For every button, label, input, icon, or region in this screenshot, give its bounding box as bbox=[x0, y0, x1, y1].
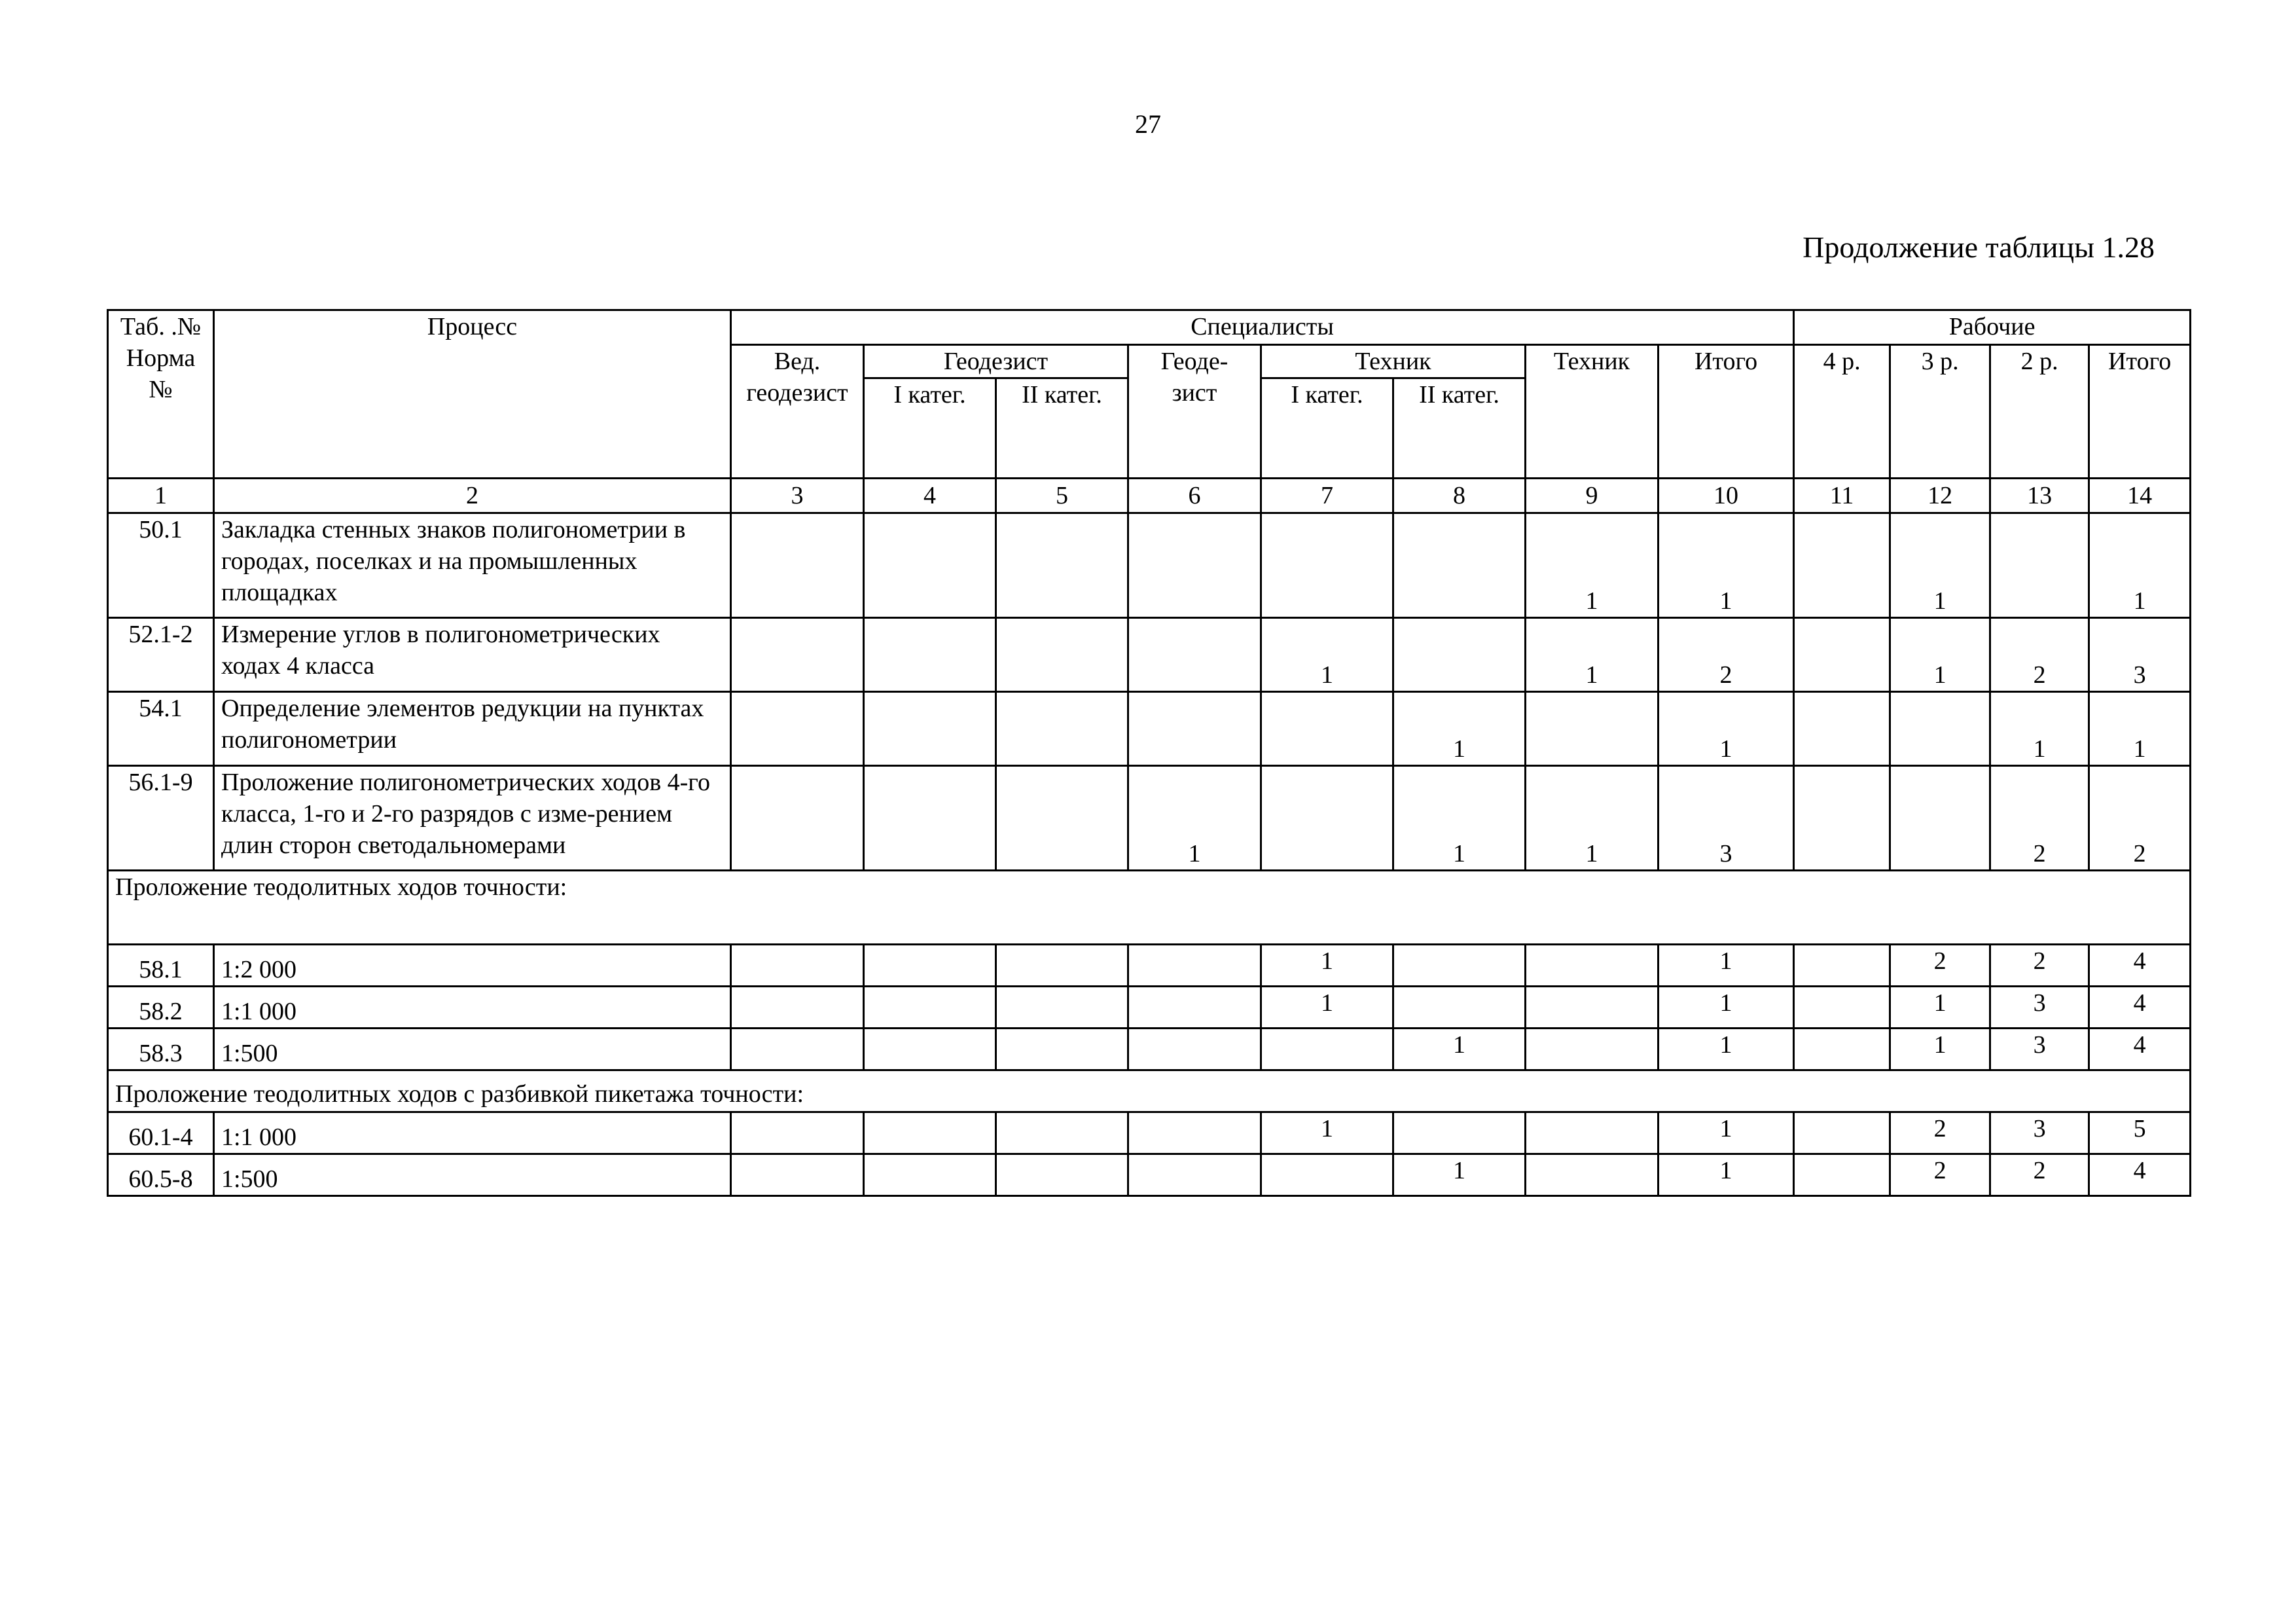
header-workers: Рабочие bbox=[1794, 310, 2191, 345]
cell-value bbox=[996, 618, 1128, 692]
column-number: 14 bbox=[2089, 479, 2191, 513]
table-row bbox=[108, 987, 2191, 1029]
cell-value: 2 bbox=[1990, 766, 2089, 871]
table-row bbox=[108, 1029, 2191, 1070]
cell-value: 4 bbox=[2089, 1029, 2191, 1070]
cell-value: 1 bbox=[1393, 692, 1526, 766]
cell-value: 2 bbox=[1990, 1154, 2089, 1196]
cell-value bbox=[731, 513, 864, 618]
scale-value: 1:1 000 bbox=[214, 1112, 731, 1154]
table-row bbox=[108, 692, 2191, 766]
cell-value: 1 bbox=[1393, 1154, 1526, 1196]
cell-value: 5 bbox=[2089, 1112, 2191, 1154]
section-title: Проложение теодолитных ходов точности: bbox=[115, 873, 567, 901]
cell-value bbox=[1794, 513, 1890, 618]
column-number: 10 bbox=[1659, 479, 1794, 513]
cell-value: 1 bbox=[1261, 1112, 1393, 1154]
table-row bbox=[108, 1112, 2191, 1154]
cell-value: 1 bbox=[1261, 945, 1393, 987]
header-total-specialists: Итого bbox=[1659, 345, 1794, 479]
cell-value bbox=[996, 945, 1128, 987]
cell-value: 1 bbox=[1890, 1029, 1990, 1070]
column-number: 9 bbox=[1526, 479, 1659, 513]
column-number: 3 bbox=[731, 479, 864, 513]
cell-value: 2 bbox=[1990, 618, 2089, 692]
cell-value bbox=[1794, 692, 1890, 766]
table-row bbox=[108, 945, 2191, 987]
norm-code: 54.1 bbox=[108, 692, 214, 766]
cell-value: 1 bbox=[1890, 618, 1990, 692]
norm-code: 58.1 bbox=[108, 945, 214, 987]
norms-table bbox=[107, 309, 2191, 1197]
cell-value bbox=[1393, 945, 1526, 987]
scale-value: 1:500 bbox=[214, 1029, 731, 1070]
cell-value bbox=[1261, 513, 1393, 618]
header-code: Таб. .№ Норма № bbox=[108, 310, 214, 479]
header-technician-2: Техник bbox=[1526, 345, 1659, 479]
norm-code: 60.1-4 bbox=[108, 1112, 214, 1154]
cell-value bbox=[1393, 987, 1526, 1029]
cell-value bbox=[864, 766, 996, 871]
norm-code: 50.1 bbox=[108, 513, 214, 618]
cell-value: 1 bbox=[1261, 987, 1393, 1029]
cell-value bbox=[1794, 987, 1890, 1029]
cell-value: 1 bbox=[1659, 987, 1794, 1029]
cell-value: 2 bbox=[1659, 618, 1794, 692]
cell-value bbox=[1794, 1029, 1890, 1070]
cell-value bbox=[1890, 766, 1990, 871]
cell-value: 1 bbox=[1526, 618, 1659, 692]
cell-value: 1 bbox=[1890, 513, 1990, 618]
cell-value: 1 bbox=[2089, 513, 2191, 618]
cell-value: 2 bbox=[1890, 1112, 1990, 1154]
cell-value: 1 bbox=[1659, 692, 1794, 766]
norm-code: 58.2 bbox=[108, 987, 214, 1029]
header-technician-cat2: II катег. bbox=[1393, 378, 1526, 479]
cell-value bbox=[864, 618, 996, 692]
header-geodesist-2: Геоде- зист bbox=[1128, 345, 1261, 479]
header-geodesist-cat1: I катег. bbox=[864, 378, 996, 479]
header-specialists: Специалисты bbox=[731, 310, 1794, 345]
cell-value bbox=[1393, 1112, 1526, 1154]
cell-value bbox=[1794, 1154, 1890, 1196]
scale-value: 1:500 bbox=[214, 1154, 731, 1196]
cell-value: 1 bbox=[1890, 987, 1990, 1029]
cell-value bbox=[1128, 1154, 1261, 1196]
cell-value bbox=[996, 692, 1128, 766]
cell-value: 3 bbox=[1990, 1029, 2089, 1070]
cell-value bbox=[1261, 1029, 1393, 1070]
norm-code: 58.3 bbox=[108, 1029, 214, 1070]
column-number: 11 bbox=[1794, 479, 1890, 513]
cell-value: 2 bbox=[1890, 1154, 1990, 1196]
cell-value: 3 bbox=[2089, 618, 2191, 692]
table-row bbox=[108, 1154, 2191, 1196]
norm-code: 56.1-9 bbox=[108, 766, 214, 871]
scale-value: 1:1 000 bbox=[214, 987, 731, 1029]
cell-value bbox=[1393, 618, 1526, 692]
cell-value bbox=[996, 1029, 1128, 1070]
cell-value bbox=[996, 513, 1128, 618]
cell-value: 4 bbox=[2089, 987, 2191, 1029]
cell-value bbox=[1794, 766, 1890, 871]
cell-value: 3 bbox=[1990, 1112, 2089, 1154]
cell-value bbox=[1128, 692, 1261, 766]
cell-value bbox=[1526, 692, 1659, 766]
cell-value bbox=[1794, 618, 1890, 692]
cell-value bbox=[1128, 1029, 1261, 1070]
cell-value bbox=[996, 1154, 1128, 1196]
cell-value bbox=[731, 1154, 864, 1196]
cell-value: 1 bbox=[1659, 1029, 1794, 1070]
cell-value bbox=[1794, 1112, 1890, 1154]
cell-value: 1 bbox=[1659, 945, 1794, 987]
norm-code: 52.1-2 bbox=[108, 618, 214, 692]
scale-value: 1:2 000 bbox=[214, 945, 731, 987]
cell-value bbox=[1128, 987, 1261, 1029]
cell-value bbox=[731, 1029, 864, 1070]
cell-value bbox=[1990, 513, 2089, 618]
cell-value bbox=[1526, 1154, 1659, 1196]
cell-value bbox=[864, 513, 996, 618]
header-process: Процесс bbox=[214, 310, 731, 479]
cell-value bbox=[864, 987, 996, 1029]
header-rank-4: 4 р. bbox=[1794, 345, 1890, 479]
cell-value bbox=[1794, 945, 1890, 987]
section-row bbox=[108, 871, 2191, 945]
cell-value: 1 bbox=[1526, 513, 1659, 618]
cell-value bbox=[1128, 618, 1261, 692]
header-rank-2: 2 р. bbox=[1990, 345, 2089, 479]
cell-value: 4 bbox=[2089, 1154, 2191, 1196]
column-number: 5 bbox=[996, 479, 1128, 513]
cell-value bbox=[731, 945, 864, 987]
cell-value bbox=[864, 1029, 996, 1070]
cell-value bbox=[731, 766, 864, 871]
column-number: 12 bbox=[1890, 479, 1990, 513]
cell-value: 1 bbox=[1128, 766, 1261, 871]
cell-value: 1 bbox=[1659, 1154, 1794, 1196]
cell-value bbox=[996, 1112, 1128, 1154]
cell-value bbox=[1128, 513, 1261, 618]
cell-value bbox=[731, 692, 864, 766]
column-numbers-row bbox=[108, 479, 2191, 513]
cell-value: 2 bbox=[1890, 945, 1990, 987]
header-total-workers: Итого bbox=[2089, 345, 2191, 479]
cell-value bbox=[1526, 987, 1659, 1029]
cell-value bbox=[1526, 1112, 1659, 1154]
cell-value: 1 bbox=[1990, 692, 2089, 766]
cell-value bbox=[731, 1112, 864, 1154]
table-caption: Продолжение таблицы 1.28 bbox=[1803, 230, 2155, 264]
cell-value bbox=[1526, 945, 1659, 987]
cell-value: 2 bbox=[1990, 945, 2089, 987]
cell-value bbox=[731, 987, 864, 1029]
cell-value bbox=[864, 1154, 996, 1196]
column-number: 8 bbox=[1393, 479, 1526, 513]
column-number: 6 bbox=[1128, 479, 1261, 513]
cell-value: 3 bbox=[1990, 987, 2089, 1029]
cell-value bbox=[864, 692, 996, 766]
cell-value bbox=[1890, 692, 1990, 766]
cell-value: 4 bbox=[2089, 945, 2191, 987]
section-row bbox=[108, 1070, 2191, 1112]
column-number: 4 bbox=[864, 479, 996, 513]
cell-value bbox=[1261, 766, 1393, 871]
norm-code: 60.5-8 bbox=[108, 1154, 214, 1196]
cell-value bbox=[731, 618, 864, 692]
table-row bbox=[108, 618, 2191, 692]
cell-value: 1 bbox=[1393, 766, 1526, 871]
cell-value bbox=[1526, 1029, 1659, 1070]
cell-value bbox=[1393, 513, 1526, 618]
section-title: Проложение теодолитных ходов с разбивкой пикетажа точности: bbox=[108, 1070, 2191, 1112]
cell-value: 2 bbox=[2089, 766, 2191, 871]
process-name: Закладка стенных знаков полигонометрии в городах, поселках и на промышленных площадках bbox=[214, 513, 731, 618]
cell-value: 1 bbox=[1261, 618, 1393, 692]
cell-value bbox=[864, 945, 996, 987]
cell-value: 1 bbox=[1659, 1112, 1794, 1154]
cell-value: 1 bbox=[1393, 1029, 1526, 1070]
header-lead-geodesist: Вед. геодезист bbox=[731, 345, 864, 479]
header-rank-3: 3 р. bbox=[1890, 345, 1990, 479]
header-technician-cat1: I катег. bbox=[1261, 378, 1393, 479]
process-name: Измерение углов в полигонометрических ходах 4 класса bbox=[214, 618, 731, 692]
page-number: 27 bbox=[1135, 109, 1161, 139]
column-number: 13 bbox=[1990, 479, 2089, 513]
table-row bbox=[108, 513, 2191, 618]
header-geodesist-cat2: II катег. bbox=[996, 378, 1128, 479]
column-number: 2 bbox=[214, 479, 731, 513]
header-technician: Техник bbox=[1261, 345, 1526, 378]
cell-value bbox=[996, 766, 1128, 871]
cell-value: 1 bbox=[1526, 766, 1659, 871]
process-name: Проложение полигонометрических ходов 4-го класса, 1-го и 2-го разрядов с изме-рением длин сторон светодальномерами bbox=[214, 766, 731, 871]
cell-value: 1 bbox=[2089, 692, 2191, 766]
cell-value bbox=[1261, 692, 1393, 766]
cell-value bbox=[1128, 945, 1261, 987]
table-row bbox=[108, 766, 2191, 871]
cell-value bbox=[1128, 1112, 1261, 1154]
cell-value: 1 bbox=[1659, 513, 1794, 618]
cell-value bbox=[864, 1112, 996, 1154]
cell-value bbox=[996, 987, 1128, 1029]
column-number: 7 bbox=[1261, 479, 1393, 513]
cell-value bbox=[1261, 1154, 1393, 1196]
header-geodesist: Геодезист bbox=[864, 345, 1128, 378]
column-number: 1 bbox=[108, 479, 214, 513]
process-name: Определение элементов редукции на пунктах полигонометрии bbox=[214, 692, 731, 766]
cell-value: 3 bbox=[1659, 766, 1794, 871]
